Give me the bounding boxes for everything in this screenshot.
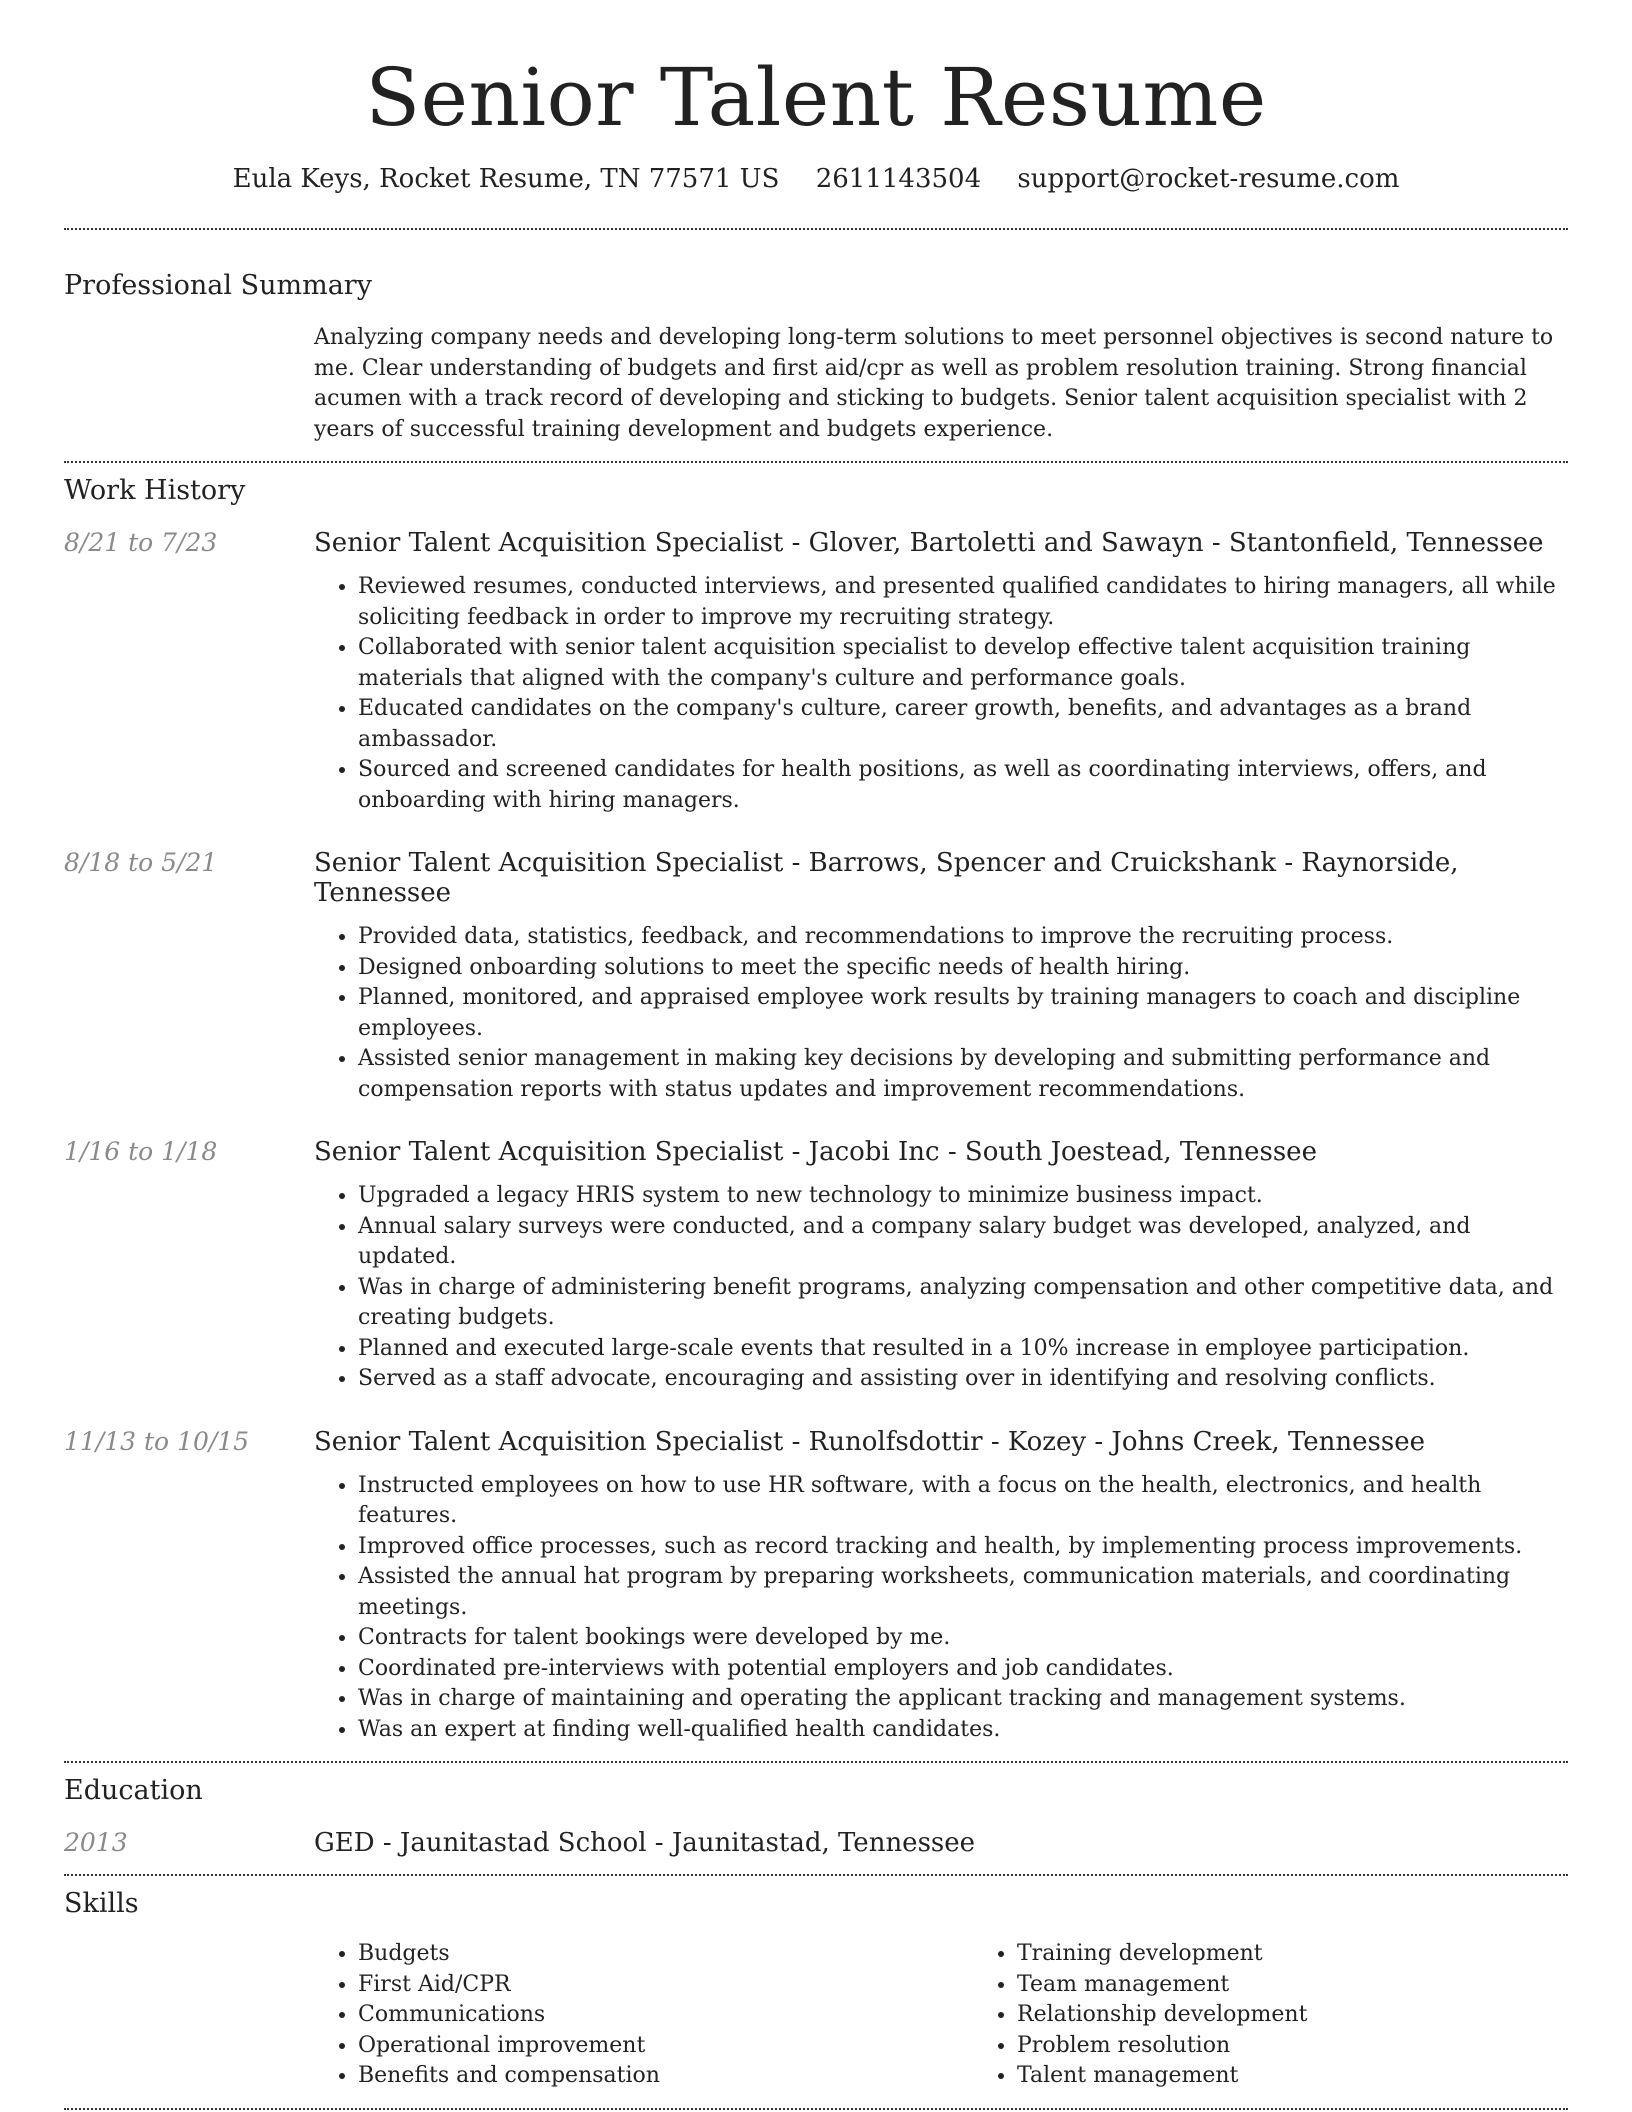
section-title: Work History [64, 475, 246, 506]
list-item: • Annual salary surveys were conducted, and a company salary budget was developed, analyzed, and updated. [358, 1212, 1568, 1273]
skill-item: • Training development [1017, 1939, 1632, 1970]
section-title: Skills [64, 1888, 139, 1919]
education-entry [64, 1828, 1568, 1858]
list-item: • Improved office processes, such as record tracking and health, by implementing process improvements. [358, 1532, 1568, 1563]
job-entry [64, 1137, 1568, 1395]
job-entry [64, 1427, 1568, 1746]
list-item: • Assisted the annual hat program by preparing worksheets, communication materials, and coordinating meetings. [358, 1562, 1568, 1623]
job-entry [64, 848, 1568, 1105]
job-title: Senior Talent Acquisition Specialist - Barrows, Spencer and Cruickshank - Raynorside, Tennessee [314, 848, 1459, 908]
list-item: • Instructed employees on how to use HR software, with a focus on the health, electronics, and health features. [358, 1471, 1568, 1532]
contact-address: Eula Keys, Rocket Resume, TN 77571 US [232, 164, 780, 194]
job-date: 1/16 to 1/18 [64, 1137, 218, 1166]
resume-header [64, 0, 1568, 194]
job-title: Senior Talent Acquisition Specialist - Jacobi Inc - South Joestead, Tennessee [314, 1137, 1317, 1167]
section-title: Professional Summary [64, 270, 372, 301]
list-item: • Reviewed resumes, conducted interviews, and presented qualified candidates to hiring managers, all while soliciting feedback in order to improve my recruiting strategy. [358, 572, 1568, 633]
skill-item: • Problem resolution [1017, 2031, 1632, 2062]
job-bullets [314, 572, 1568, 816]
job-date: 11/13 to 10/15 [64, 1426, 250, 1456]
summary-section [64, 230, 1568, 445]
contact-email: support@rocket-resume.com [1017, 164, 1400, 194]
skill-item: • Operational improvement [358, 2031, 973, 2062]
job-entry [64, 528, 1568, 816]
skill-item: • Talent management [1017, 2061, 1632, 2092]
contact-phone: 2611143504 [815, 164, 982, 194]
job-date: 8/18 to 5/21 [64, 848, 218, 877]
job-title: Senior Talent Acquisition Specialist - Runolfsdottir - Kozey - Johns Creek, Tennessee [314, 1426, 1425, 1457]
skills-list-right [973, 1939, 1632, 2092]
list-item: • Was in charge of administering benefit programs, analyzing compensation and other competitive data, and creating budgets. [358, 1273, 1568, 1334]
list-item: • Sourced and screened candidates for health positions, as well as coordinating interviews, offers, and onboarding with hiring managers. [358, 755, 1568, 816]
education-title: GED - Jaunitastad School - Jaunitastad, Tennessee [314, 1828, 976, 1858]
job-bullets [314, 922, 1568, 1105]
list-item: • Upgraded a legacy HRIS system to new technology to minimize business impact. [358, 1181, 1568, 1212]
job-bullets [314, 1181, 1568, 1395]
resume-name: Senior Talent Resume [365, 51, 1267, 144]
list-item: • Was in charge of maintaining and operating the applicant tracking and management systems. [358, 1684, 1568, 1715]
list-item: • Contracts for talent bookings were developed by me. [358, 1623, 1568, 1654]
job-title: Senior Talent Acquisition Specialist - Glover, Bartoletti and Sawayn - Stantonfield, Tennessee [314, 528, 1544, 558]
list-item: • Designed onboarding solutions to meet the specific needs of health hiring. [358, 953, 1568, 984]
skill-item: • Communications [358, 2000, 973, 2031]
list-item: • Served as a staff advocate, encouraging and assisting over in identifying and resolving conflicts. [358, 1364, 1568, 1395]
list-item: • Educated candidates on the company's culture, career growth, benefits, and advantages as a brand ambassador. [358, 694, 1568, 755]
skill-item: • First Aid/CPR [358, 1970, 973, 2001]
skill-item: • Budgets [358, 1939, 973, 1970]
education-section [64, 1763, 1568, 1858]
job-bullets [314, 1471, 1568, 1746]
skill-item: • Benefits and compensation [358, 2061, 973, 2092]
skills-section [64, 1876, 1568, 2092]
list-item: • Collaborated with senior talent acquisition specialist to develop effective talent acquisition training materials that aligned with the company's culture and performance goals. [358, 633, 1568, 694]
skills-list-left [314, 1939, 973, 2092]
list-item: • Planned, monitored, and appraised employee work results by training managers to coach and discipline employees. [358, 983, 1568, 1044]
summary-text: Analyzing company needs and developing long-term solutions to meet personnel objectives is second nature to me. Clear understanding of budgets and first aid/cpr as well as problem resolution training. Strong financial acumen with a track record of developing and sticking to budgets. Senior talent acquisition specialist with 2 years of successful training development and budgets experience. [314, 325, 1554, 442]
list-item: • Coordinated pre-interviews with potential employers and job candidates. [358, 1654, 1568, 1685]
list-item: • Planned and executed large-scale events that resulted in a 10% increase in employee participation. [358, 1334, 1568, 1365]
education-date: 2013 [64, 1828, 128, 1857]
list-item: • Provided data, statistics, feedback, and recommendations to improve the recruiting process. [358, 922, 1568, 953]
skill-item: • Team management [1017, 1970, 1632, 2001]
job-date: 8/21 to 7/23 [64, 528, 218, 557]
work-history-section [64, 463, 1568, 1745]
skill-item: • Relationship development [1017, 2000, 1632, 2031]
list-item: • Assisted senior management in making key decisions by developing and submitting performance and compensation reports with status updates and improvement recommendations. [358, 1044, 1568, 1105]
list-item: • Was an expert at finding well-qualified health candidates. [358, 1715, 1568, 1746]
bottom-divider [64, 2108, 1568, 2110]
section-title: Education [64, 1775, 203, 1806]
contact-line [64, 164, 1568, 194]
